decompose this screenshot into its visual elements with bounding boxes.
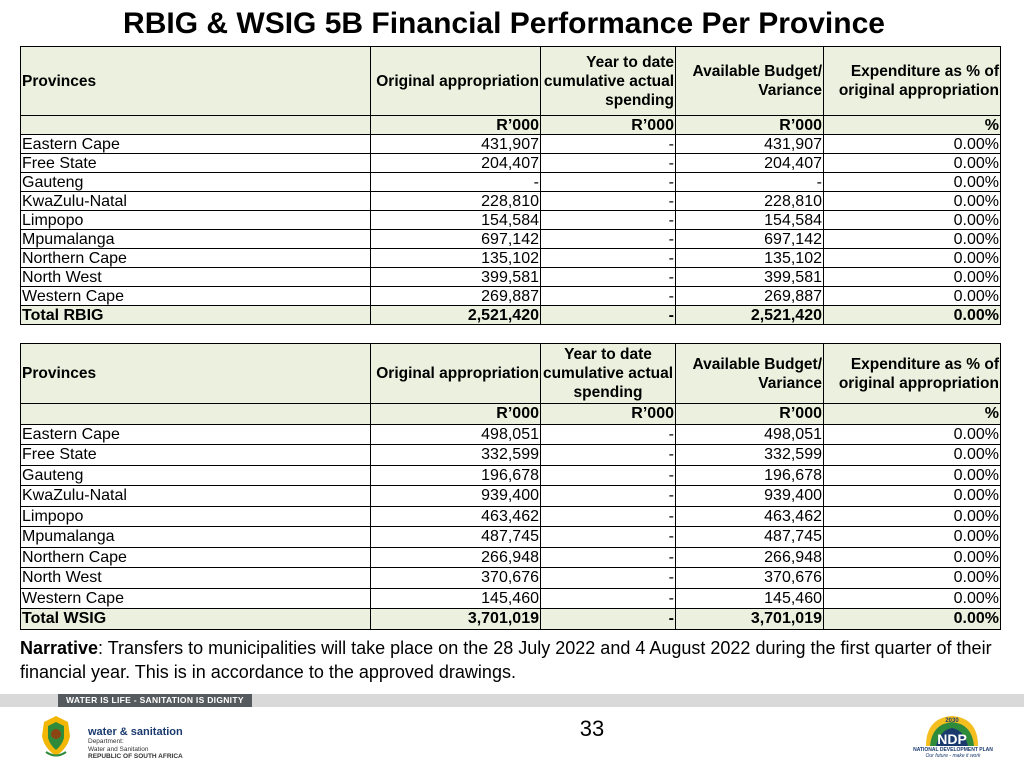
ytd-spending: -: [541, 568, 676, 589]
total-available-budget: 3,701,019: [676, 609, 824, 630]
expenditure-pct: 0.00%: [824, 486, 1001, 507]
province-name: Western Cape: [21, 287, 371, 306]
ytd-spending: -: [541, 211, 676, 230]
total-ytd-spending: -: [541, 609, 676, 630]
province-name: Limpopo: [21, 211, 371, 230]
available-budget: 370,676: [676, 568, 824, 589]
original-appropriation: 204,407: [371, 154, 541, 173]
total-original-appropriation: 2,521,420: [371, 306, 541, 325]
original-appropriation: 228,810: [371, 192, 541, 211]
original-appropriation: 487,745: [371, 527, 541, 548]
header-available-budget: Available Budget/ Variance: [676, 344, 824, 404]
ytd-spending: -: [541, 192, 676, 211]
table-row: [21, 154, 1001, 173]
table-row: [21, 230, 1001, 249]
table-row: [21, 445, 1001, 466]
coat-of-arms-icon: [36, 712, 76, 760]
province-name: Mpumalanga: [21, 527, 371, 548]
table-row: [21, 486, 1001, 507]
available-budget: 135,102: [676, 249, 824, 268]
original-appropriation: 498,051: [371, 424, 541, 445]
ytd-spending: -: [541, 424, 676, 445]
total-expenditure-pct: 0.00%: [824, 306, 1001, 325]
expenditure-pct: 0.00%: [824, 211, 1001, 230]
ytd-spending: -: [541, 547, 676, 568]
unit-cell: R’000: [676, 116, 824, 135]
expenditure-pct: 0.00%: [824, 173, 1001, 192]
ytd-spending: -: [541, 465, 676, 486]
total-ytd-spending: -: [541, 306, 676, 325]
available-budget: 228,810: [676, 192, 824, 211]
province-name: Eastern Cape: [21, 135, 371, 154]
header-ytd-spending: Year to date cumulative actual spending: [541, 344, 676, 404]
unit-cell: R’000: [541, 116, 676, 135]
table-row: [21, 547, 1001, 568]
total-row: [21, 306, 1001, 325]
total-label: Total WSIG: [21, 609, 371, 630]
available-budget: 145,460: [676, 588, 824, 609]
expenditure-pct: 0.00%: [824, 249, 1001, 268]
table-row: [21, 465, 1001, 486]
original-appropriation: 697,142: [371, 230, 541, 249]
table-row: [21, 268, 1001, 287]
header-original-appropriation: Original appropriation: [371, 344, 541, 404]
ytd-spending: -: [541, 486, 676, 507]
original-appropriation: 145,460: [371, 588, 541, 609]
narrative-text: : Transfers to municipalities will take place on the 28 July 2022 and 4 August 2022 during the first quarter of their financial year. This is in accordance to the approved drawings.: [20, 638, 992, 682]
expenditure-pct: 0.00%: [824, 445, 1001, 466]
ytd-spending: -: [541, 230, 676, 249]
narrative: [20, 636, 1005, 684]
dept-line2: Water and Sanitation: [88, 745, 149, 753]
available-budget: 266,948: [676, 547, 824, 568]
expenditure-pct: 0.00%: [824, 547, 1001, 568]
province-name: Gauteng: [21, 173, 371, 192]
header-ytd-spending: Year to date cumulative actual spending: [541, 47, 676, 116]
ytd-spending: -: [541, 154, 676, 173]
original-appropriation: 399,581: [371, 268, 541, 287]
province-name: North West: [21, 568, 371, 589]
original-appropriation: 463,462: [371, 506, 541, 527]
dept-line3: REPUBLIC OF SOUTH AFRICA: [88, 753, 183, 760]
ndp-name: NATIONAL DEVELOPMENT PLAN: [913, 747, 993, 753]
expenditure-pct: 0.00%: [824, 154, 1001, 173]
expenditure-pct: 0.00%: [824, 192, 1001, 211]
province-name: Western Cape: [21, 588, 371, 609]
footer-slogan: WATER IS LIFE - SANITATION IS DIGNITY: [58, 694, 252, 707]
province-name: KwaZulu-Natal: [21, 486, 371, 507]
original-appropriation: 370,676: [371, 568, 541, 589]
unit-cell: [21, 404, 371, 425]
table-row: [21, 192, 1001, 211]
ytd-spending: -: [541, 249, 676, 268]
wsig-table: [20, 343, 1001, 630]
province-name: KwaZulu-Natal: [21, 192, 371, 211]
available-budget: 154,584: [676, 211, 824, 230]
narrative-label: Narrative: [20, 638, 99, 658]
available-budget: 939,400: [676, 486, 824, 507]
table-row: [21, 506, 1001, 527]
table-row: [21, 588, 1001, 609]
footer-banner: [0, 694, 1024, 707]
province-name: Mpumalanga: [21, 230, 371, 249]
expenditure-pct: 0.00%: [824, 568, 1001, 589]
province-name: Gauteng: [21, 465, 371, 486]
original-appropriation: 332,599: [371, 445, 541, 466]
total-original-appropriation: 3,701,019: [371, 609, 541, 630]
table-row: [21, 173, 1001, 192]
available-budget: 697,142: [676, 230, 824, 249]
unit-cell: [21, 116, 371, 135]
table-row: [21, 135, 1001, 154]
unit-cell: R’000: [371, 404, 541, 425]
ytd-spending: -: [541, 287, 676, 306]
expenditure-pct: 0.00%: [824, 424, 1001, 445]
table-row: [21, 527, 1001, 548]
table-row: [21, 211, 1001, 230]
ytd-spending: -: [541, 445, 676, 466]
original-appropriation: 939,400: [371, 486, 541, 507]
original-appropriation: 266,948: [371, 547, 541, 568]
expenditure-pct: 0.00%: [824, 268, 1001, 287]
table-row: [21, 424, 1001, 445]
unit-cell: %: [824, 116, 1001, 135]
department-logo: [88, 726, 183, 761]
header-expenditure-pct: Expenditure as % of original appropriation: [824, 47, 1001, 116]
expenditure-pct: 0.00%: [824, 506, 1001, 527]
original-appropriation: 135,102: [371, 249, 541, 268]
dept-line1: Department:: [88, 738, 124, 745]
province-name: Limpopo: [21, 506, 371, 527]
ndp-caption: [908, 747, 998, 759]
available-budget: 332,599: [676, 445, 824, 466]
expenditure-pct: 0.00%: [824, 465, 1001, 486]
header-original-appropriation: Original appropriation: [371, 47, 541, 116]
total-available-budget: 2,521,420: [676, 306, 824, 325]
total-row: [21, 609, 1001, 630]
table-row: [21, 249, 1001, 268]
header-available-budget: Available Budget/ Variance: [676, 47, 824, 116]
page-number: 33: [579, 716, 605, 741]
expenditure-pct: 0.00%: [824, 588, 1001, 609]
rbig-table: [20, 46, 1001, 325]
available-budget: 487,745: [676, 527, 824, 548]
unit-cell: R’000: [676, 404, 824, 425]
ytd-spending: -: [541, 588, 676, 609]
province-name: North West: [21, 268, 371, 287]
unit-cell: R’000: [541, 404, 676, 425]
available-budget: 463,462: [676, 506, 824, 527]
ytd-spending: -: [541, 527, 676, 548]
expenditure-pct: 0.00%: [824, 230, 1001, 249]
total-expenditure-pct: 0.00%: [824, 609, 1001, 630]
available-budget: -: [676, 173, 824, 192]
original-appropriation: 431,907: [371, 135, 541, 154]
original-appropriation: 154,584: [371, 211, 541, 230]
ndp-tagline: Our future - make it work: [925, 753, 981, 759]
header-provinces: Provinces: [21, 344, 371, 404]
original-appropriation: -: [371, 173, 541, 192]
dept-name: water & sanitation: [88, 726, 183, 738]
original-appropriation: 269,887: [371, 287, 541, 306]
available-budget: 431,907: [676, 135, 824, 154]
header-expenditure-pct: Expenditure as % of original appropriation: [824, 344, 1001, 404]
province-name: Free State: [21, 445, 371, 466]
svg-text:NDP: NDP: [937, 731, 967, 747]
province-name: Free State: [21, 154, 371, 173]
unit-cell: R’000: [371, 116, 541, 135]
province-name: Eastern Cape: [21, 424, 371, 445]
expenditure-pct: 0.00%: [824, 287, 1001, 306]
ndp-badge: 2030: [945, 718, 959, 724]
available-budget: 204,407: [676, 154, 824, 173]
province-name: Northern Cape: [21, 249, 371, 268]
ytd-spending: -: [541, 506, 676, 527]
expenditure-pct: 0.00%: [824, 135, 1001, 154]
table-row: [21, 287, 1001, 306]
ytd-spending: -: [541, 173, 676, 192]
table-row: [21, 568, 1001, 589]
ytd-spending: -: [541, 268, 676, 287]
available-budget: 196,678: [676, 465, 824, 486]
unit-cell: %: [824, 404, 1001, 425]
ytd-spending: -: [541, 135, 676, 154]
available-budget: 399,581: [676, 268, 824, 287]
original-appropriation: 196,678: [371, 465, 541, 486]
total-label: Total RBIG: [21, 306, 371, 325]
available-budget: 498,051: [676, 424, 824, 445]
header-provinces: Provinces: [21, 47, 371, 116]
expenditure-pct: 0.00%: [824, 527, 1001, 548]
province-name: Northern Cape: [21, 547, 371, 568]
available-budget: 269,887: [676, 287, 824, 306]
page-title: RBIG & WSIG 5B Financial Performance Per Province: [123, 7, 885, 40]
